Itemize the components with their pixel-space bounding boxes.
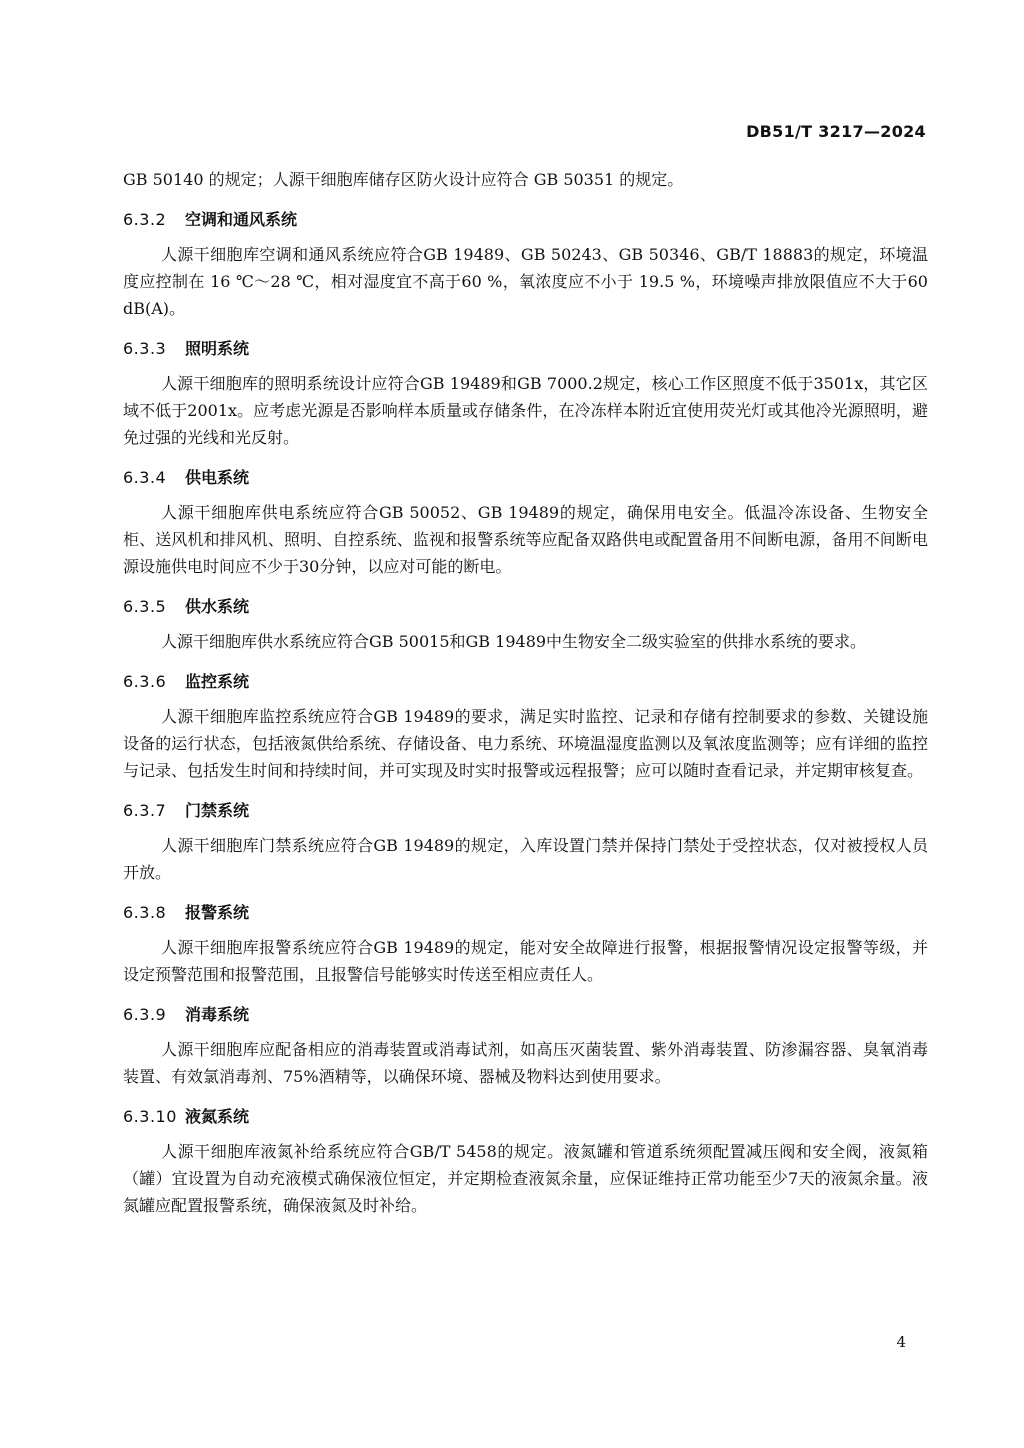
section-title: 消毒系统 xyxy=(185,1005,250,1024)
section-paragraph: 人源干细胞库应配备相应的消毒装置或消毒试剂，如高压灭菌装置、紫外消毒装置、防渗漏容器、臭氧消毒装置、有效氯消毒剂、75%酒精等，以确保环境、器械及物料达到使用要求。 xyxy=(123,1040,928,1086)
section-title: 报警系统 xyxy=(185,903,250,922)
section-number: 6.3.5 xyxy=(123,597,167,616)
section-6-3-6 xyxy=(123,668,928,784)
section-paragraph: 人源干细胞库液氮补给系统应符合GB/T 5458的规定。液氮罐和管道系统须配置减压阀和安全阀，液氮箱（罐）宜设置为自动充液模式确保液位恒定，并定期检查液氮余量，应保证维持正常功能至少7天的液氮余量。液氮罐应配置报警系统，确保液氮及时补给。 xyxy=(123,1142,928,1215)
section-paragraph: 人源干细胞库供水系统应符合GB 50015和GB 19489中生物安全二级实验室的供排水系统的要求。 xyxy=(161,632,867,651)
section-paragraph: 人源干细胞库监控系统应符合GB 19489的要求，满足实时监控、记录和存储有控制要求的参数、关键设施设备的运行状态，包括液氮供给系统、存储设备、电力系统、环境温湿度监测以及氧浓度监测等；应有详细的监控与记录、包括发生时间和持续时间，并可实现及时实时报警或远程报警；应可以随时查看记录，并定期审核复查。 xyxy=(123,707,928,780)
section-number: 6.3.7 xyxy=(123,801,167,820)
section-6-3-10 xyxy=(123,1103,928,1219)
section-number: 6.3.8 xyxy=(123,903,167,922)
section-6-3-8 xyxy=(123,899,928,988)
section-6-3-2 xyxy=(123,206,928,322)
section-number: 6.3.9 xyxy=(123,1005,167,1024)
section-number: 6.3.2 xyxy=(123,210,167,229)
section-number: 6.3.10 xyxy=(123,1107,177,1126)
section-title: 液氮系统 xyxy=(185,1107,250,1126)
section-paragraph: 人源干细胞库门禁系统应符合GB 19489的规定，入库设置门禁并保持门禁处于受控状态，仅对被授权人员开放。 xyxy=(123,836,928,882)
section-number: 6.3.3 xyxy=(123,339,167,358)
section-title: 空调和通风系统 xyxy=(185,210,298,229)
section-title: 照明系统 xyxy=(185,339,250,358)
section-6-3-4 xyxy=(123,464,928,580)
section-heading xyxy=(123,1001,928,1028)
section-number: 6.3.6 xyxy=(123,672,167,691)
section-6-3-3 xyxy=(123,335,928,451)
section-paragraph: 人源干细胞库空调和通风系统应符合GB 19489、GB 50243、GB 50346、GB/T 18883的规定，环境温度应控制在 16 ℃～28 ℃，相对湿度宜不高于60 %，氧浓度应不小于 19.5 %，环境噪声排放限值应不大于60 dB(A)。 xyxy=(123,245,928,318)
document-code: DB51/T 3217—2024 xyxy=(746,122,926,141)
section-heading xyxy=(123,1103,928,1130)
section-paragraph: 人源干细胞库报警系统应符合GB 19489的规定，能对安全故障进行报警，根据报警情况设定报警等级，并设定预警范围和报警范围，且报警信号能够实时传送至相应责任人。 xyxy=(123,938,928,984)
section-heading xyxy=(123,335,928,362)
section-heading xyxy=(123,464,928,491)
section-title: 供水系统 xyxy=(185,597,250,616)
section-number: 6.3.4 xyxy=(123,468,167,487)
section-title: 供电系统 xyxy=(185,468,250,487)
intro-paragraph: GB 50140 的规定；人源干细胞库储存区防火设计应符合 GB 50351 的规定。 xyxy=(123,170,684,189)
section-heading xyxy=(123,668,928,695)
section-heading xyxy=(123,899,928,926)
section-title: 门禁系统 xyxy=(185,801,250,820)
section-paragraph: 人源干细胞库的照明系统设计应符合GB 19489和GB 7000.2规定，核心工作区照度不低于3501x，其它区域不低于2001x。应考虑光源是否影响样本质量或存储条件，在冷冻样本附近宜使用荧光灯或其他冷光源照明，避免过强的光线和光反射。 xyxy=(123,374,928,447)
section-6-3-7 xyxy=(123,797,928,886)
section-6-3-9 xyxy=(123,1001,928,1090)
section-paragraph: 人源干细胞库供电系统应符合GB 50052、GB 19489的规定，确保用电安全。低温冷冻设备、生物安全柜、送风机和排风机、照明、自控系统、监视和报警系统等应配备双路供电或配置备用不间断电源，备用不间断电源设施供电时间应不少于30分钟，以应对可能的断电。 xyxy=(123,503,928,576)
section-6-3-5 xyxy=(123,593,928,655)
section-heading xyxy=(123,206,928,233)
page-number: 4 xyxy=(896,1333,906,1351)
section-title: 监控系统 xyxy=(185,672,250,691)
section-heading xyxy=(123,593,928,620)
section-heading xyxy=(123,797,928,824)
document-body xyxy=(123,166,928,1219)
